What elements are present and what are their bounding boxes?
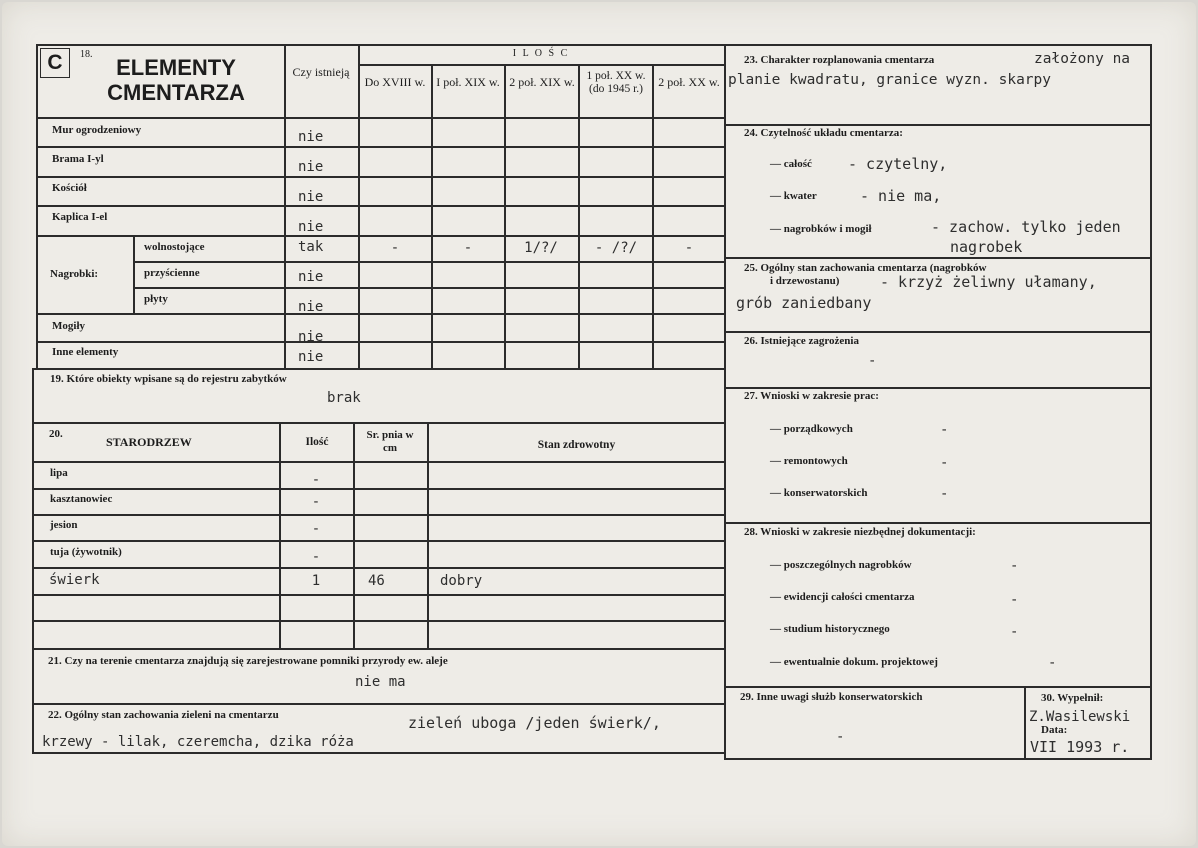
nagrobki-label: Nagrobki: [50,268,99,280]
element-label: Kaplica I-el [52,211,108,223]
period-label: 1 poł. XX w. (do 1945 r.) [586,70,646,96]
row-line [36,205,724,207]
element-exists-value: tak [298,239,324,255]
s25-bottom [724,331,1152,333]
tree-name: kasztanowiec [50,493,113,505]
s22-value-line1: zieleń uboga /jeden świerk/, [408,714,661,732]
s30-label: 30. Wypełnił: [1041,692,1104,704]
s28-item-value: - [1010,592,1019,608]
element-label: wolnostojące [144,241,205,253]
row-line [32,540,724,542]
ilosc-subline [358,64,724,66]
element-label: Brama I-yl [52,153,104,165]
section-title-line2: CMENTARZA [107,80,245,105]
s30-date-label: Data: [1041,724,1068,736]
period-label: 2 poł. XIX w. [509,75,575,89]
tree-name: świerk [49,572,100,588]
period-col-3 [504,64,506,368]
section-title-line1: ELEMENTY [116,55,236,80]
s22-label: 22. Ogólny stan zachowania zieleni na cmentarzu [48,709,279,721]
row-line [32,567,724,569]
s28-item-value: - [1010,624,1019,640]
s20-col-pien [353,422,355,648]
s20-col-pien-label: Sr. pnia w cm [366,429,414,454]
s29-value: - [836,729,845,745]
period-label: 2 poł. XX w. [658,75,720,89]
row-line [36,176,724,178]
row-line [32,620,724,622]
center-divider [724,44,726,758]
period-col-5 [652,64,654,368]
element-exists-value: nie [298,189,324,205]
s24-nagrobkow-value2: nagrobek [950,238,1023,256]
s24-calosc-label: — całość [770,158,812,170]
s26-value: - [868,353,877,369]
s28-item-label: — poszczególnych nagrobków [770,559,912,571]
s19-label: 19. Które obiekty wpisane są do rejestru zabytków [50,373,287,385]
s24-kwater-label: — kwater [770,190,817,202]
s27-item-value: - [940,455,949,471]
tree-state: dobry [440,573,483,589]
s28-item-value: - [1010,558,1019,574]
frame-left-lower [32,368,34,752]
frame-right [1150,44,1152,760]
row-line [36,313,724,315]
s27-item-value: - [940,422,949,438]
tree-qty: - [311,494,321,510]
s20-col-stan [427,422,429,648]
s26-label: 26. Istniejące zagrożenia [744,335,859,347]
s26-bottom [724,387,1152,389]
element-label: Mur ogrodzeniowy [52,124,142,136]
s18-bottom [32,368,724,370]
element-label: Inne elementy [52,346,119,358]
s25-label-line2: i drzewostanu) [770,275,840,287]
period-col-2 [431,64,433,368]
row-line [133,261,724,263]
s24-bottom [724,257,1152,259]
s28-bottom [724,686,1152,688]
s23-value-line1: założony na [1034,51,1131,67]
s24-nagrobkow-value: - zachow. tylko jeden [931,218,1121,236]
s19-bottom [32,422,724,424]
element-label: przyścienne [144,267,200,279]
period-col-4 [578,64,580,368]
s27-bottom [724,522,1152,524]
s27-item-label: — porządkowych [770,423,853,435]
s27-item-label: — konserwatorskich [770,487,868,499]
s25-value-line2: grób zaniedbany [736,294,872,312]
s21-bottom [32,703,724,705]
element-label: płyty [144,293,168,305]
period-value: 1/?/ [524,240,558,256]
s27-item-value: - [940,486,949,502]
s18-header-bottom [36,117,724,119]
period-value: - [463,240,473,256]
s28-label: 28. Wnioski w zakresie niezbędnej dokumentacji: [744,526,976,538]
period-value: - /?/ [594,240,638,256]
s20-title: STARODRZEW [106,435,192,449]
s20-header-bottom [32,461,724,463]
s23-label: 23. Charakter rozplanowania cmentarza [744,54,935,66]
period-value: - [390,240,400,256]
row-line [36,146,724,148]
frame-bottom-left [32,752,724,754]
period-label: Do XVIII w. [364,75,426,89]
tree-name: lipa [50,467,68,479]
s20-bottom [32,648,724,650]
s21-value: nie ma [355,674,406,690]
period-value: - [684,240,694,256]
s24-calosc-value: - czytelny, [848,155,948,173]
tree-qty: - [311,521,321,537]
s23-bottom [724,124,1152,126]
nagrobki-sub-col [133,236,135,314]
row-line [32,514,724,516]
s23-value-line2: planie kwadratu, granice wyzn. skarpy [728,72,1052,88]
row-line [32,594,724,596]
s20-col-stan-label: Stan zdrowotny [537,439,616,451]
element-exists-value: nie [298,129,324,145]
tree-qty: 1 [311,573,321,589]
s24-nagrobkow-label: — nagrobków i mogił [770,223,872,235]
s19-value: brak [327,390,361,406]
row-line [36,235,724,237]
row-line [133,287,724,289]
s24-label: 24. Czytelność układu cmentarza: [744,127,903,139]
header-czy-istnieja: Czy istnieją [292,65,350,79]
s27-item-label: — remontowych [770,455,848,467]
row-line [36,341,724,343]
element-exists-value: nie [298,269,324,285]
s20-number: 20. [49,428,63,440]
s22-value-line2: krzewy - lilak, czeremcha, dzika róża [42,734,354,750]
element-exists-value: nie [298,329,324,345]
element-exists-value: nie [298,299,324,315]
element-label: Kościół [52,182,87,194]
element-exists-value: nie [298,349,324,365]
s28-item-label: — ewidencji całości cmentarza [770,591,915,603]
tree-qty: - [311,549,321,565]
element-label: Mogiły [52,320,85,332]
s25-label-line1: 25. Ogólny stan zachowania cmentarza (nagrobków [744,262,987,274]
element-exists-value: nie [298,159,324,175]
period-label: I poł. XIX w. [436,75,500,89]
section-letter: C [47,51,63,74]
s25-value-line1: - krzyż żeliwny ułamany, [880,273,1097,291]
s28-item-value: - [1048,655,1057,671]
row-line [32,488,724,490]
element-exists-value: nie [298,219,324,235]
tree-name: tuja (żywotnik) [50,546,122,558]
s24-kwater-value: - nie ma, [860,187,942,205]
s30-date: VII 1993 r. [1030,738,1130,756]
s29-label: 29. Inne uwagi służb konserwatorskich [740,691,923,703]
s30-divider [1024,686,1026,758]
frame-bottom-right [724,758,1152,760]
section-number: 18. [80,49,93,60]
s21-label: 21. Czy na terenie cmentarza znajdują się zarejestrowane pomniki przyrody ew. aleje [48,655,448,667]
tree-name: jesion [50,519,78,531]
s20-col-ilosc-label: Ilość [305,436,329,448]
s28-item-label: — studium historycznego [770,623,890,635]
tree-diam: 46 [368,573,385,589]
frame-top [36,44,1152,46]
s30-name: Z.Wasilewski [1029,709,1131,725]
header-ilosc: I L O Ś C [512,48,570,59]
tree-qty: - [311,472,321,488]
s27-label: 27. Wnioski w zakresie prac: [744,390,879,402]
s28-item-label: — ewentualnie dokum. projektowej [770,656,938,668]
